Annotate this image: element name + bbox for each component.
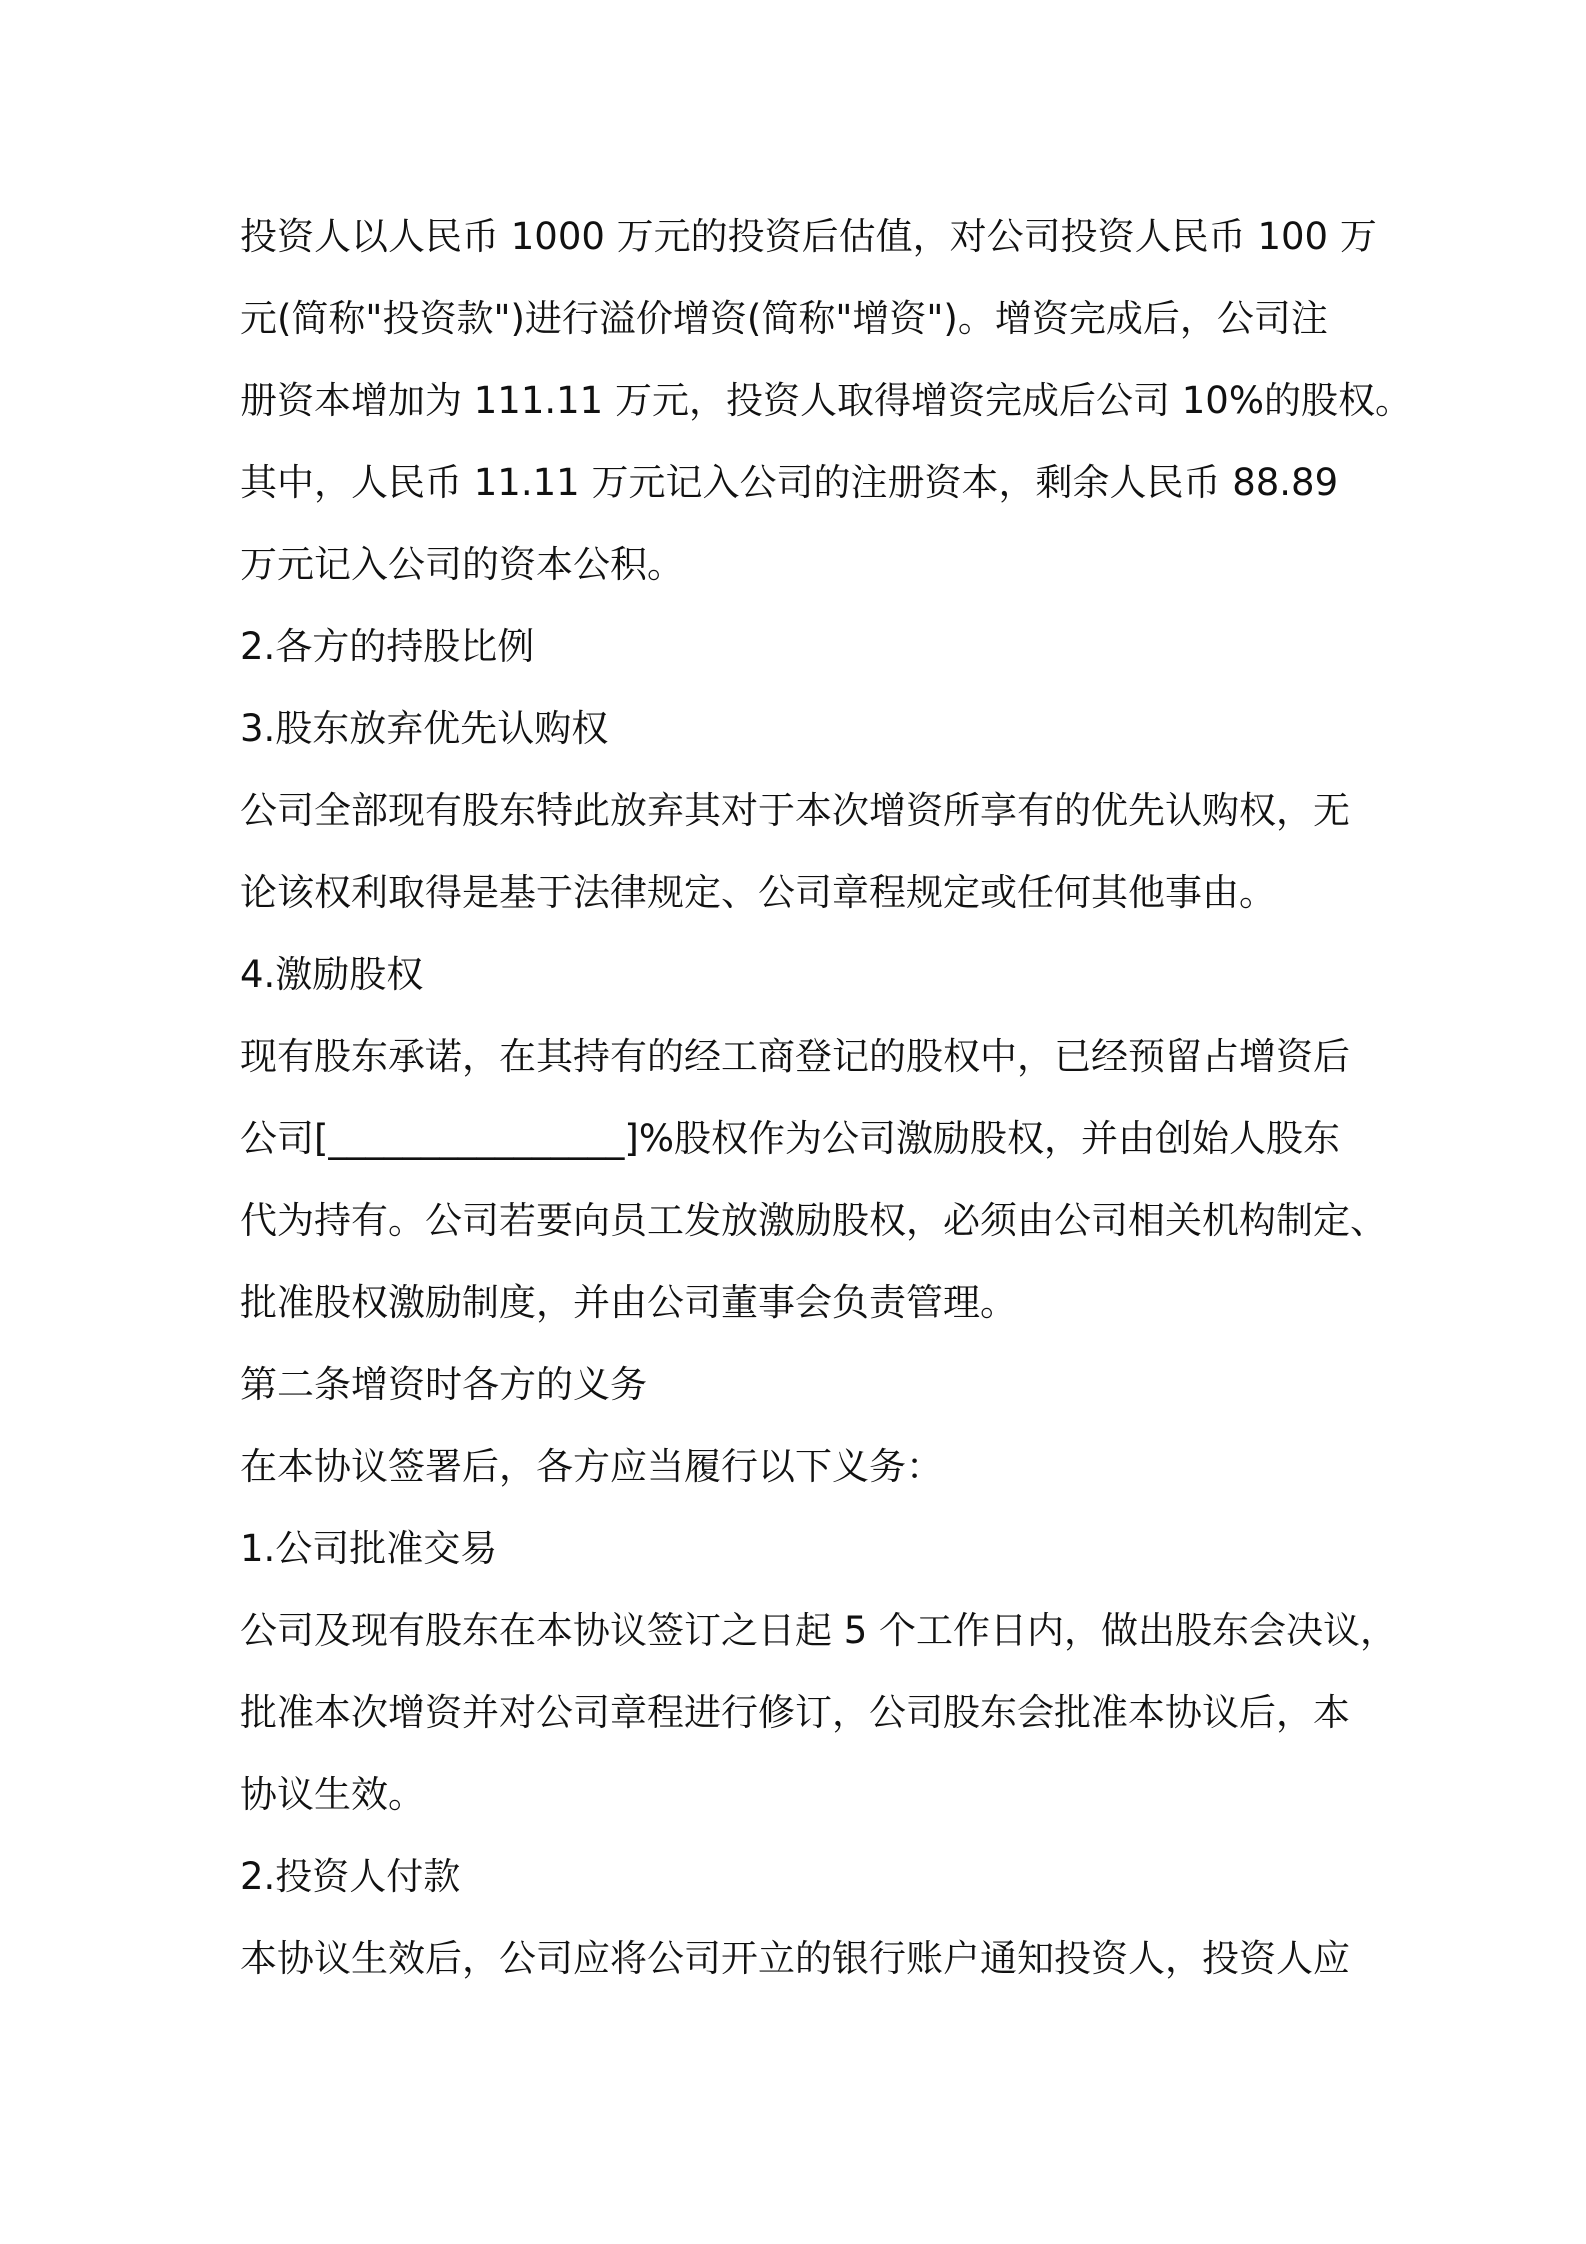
- paragraph-line: 元(简称"投资款")进行溢价增资(简称"增资")。增资完成后，公司注: [240, 297, 1328, 340]
- paragraph-line: 公司全部现有股东特此放弃其对于本次增资所享有的优先认购权，无: [240, 789, 1350, 832]
- paragraph-line: 万元记入公司的资本公积。: [240, 543, 684, 586]
- paragraph-line: 在本协议签署后，各方应当履行以下义务：: [240, 1445, 943, 1488]
- section-heading: 1.公司批准交易: [240, 1527, 498, 1570]
- article-heading: 第二条增资时各方的义务: [240, 1363, 647, 1406]
- paragraph-line: 册资本增加为 111.11 万元，投资人取得增资完成后公司 10%的股权。: [240, 379, 1412, 422]
- section-heading: 4.激励股权: [240, 953, 424, 996]
- paragraph-line: 协议生效。: [240, 1773, 425, 1816]
- paragraph-line: 批准本次增资并对公司章程进行修订，公司股东会批准本协议后，本: [240, 1691, 1350, 1734]
- paragraph-line: 代为持有。公司若要向员工发放激励股权，必须由公司相关机构制定、: [240, 1199, 1387, 1242]
- paragraph-line: 批准股权激励制度，并由公司董事会负责管理。: [240, 1281, 1017, 1324]
- paragraph-line: 公司及现有股东在本协议签订之日起 5 个工作日内，做出股东会决议，: [240, 1609, 1398, 1652]
- paragraph-line: 现有股东承诺，在其持有的经工商登记的股权中，已经预留占增资后: [240, 1035, 1350, 1078]
- paragraph-line: 公司[________________]%股权作为公司激励股权，并由创始人股东: [240, 1117, 1341, 1160]
- paragraph-line: 论该权利取得是基于法律规定、公司章程规定或任何其他事由。: [240, 871, 1276, 914]
- paragraph-line: 投资人以人民币 1000 万元的投资后估值，对公司投资人民币 100 万: [240, 215, 1377, 258]
- paragraph-line: 其中，人民币 11.11 万元记入公司的注册资本，剩余人民币 88.89: [240, 461, 1339, 504]
- paragraph-line: 本协议生效后，公司应将公司开立的银行账户通知投资人，投资人应: [240, 1937, 1350, 1980]
- section-heading: 2.投资人付款: [240, 1855, 461, 1898]
- section-heading: 2.各方的持股比例: [240, 625, 535, 668]
- section-heading: 3.股东放弃优先认购权: [240, 707, 609, 750]
- document-body: [240, 196, 1412, 2000]
